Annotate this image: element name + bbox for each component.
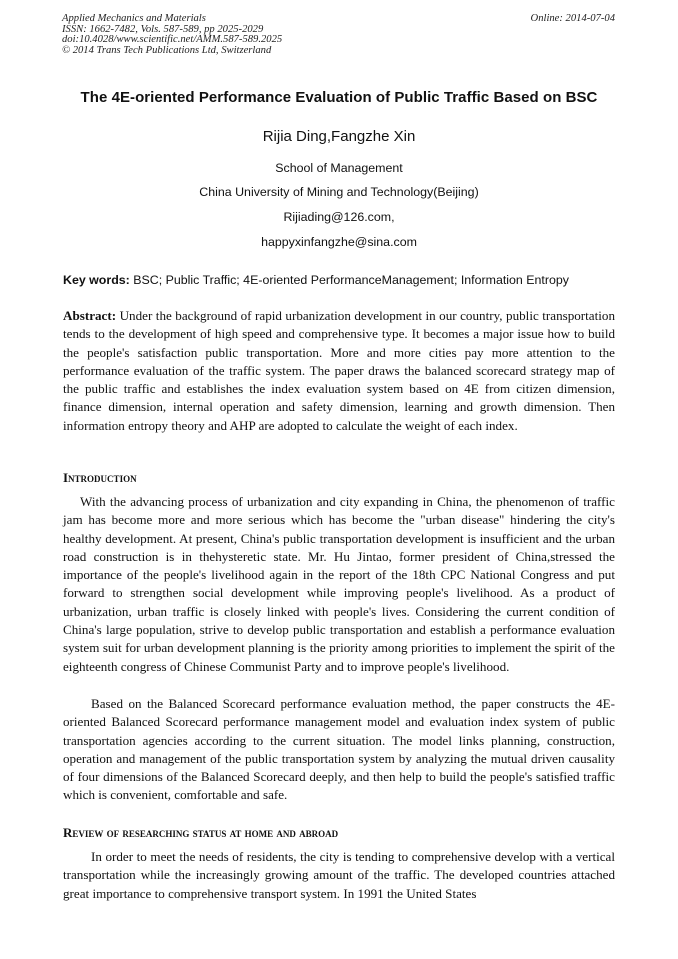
intro-paragraph-2: Based on the Balanced Scorecard performance evaluation method, the paper constructs the 4E-oriented Balanced Scorecard performance management model and evaluation index system of public transportation agencies according to the current situation. The model links planning, construction, operation and management of the public transportation system by analyzing the mutual driven causality of four dimensions of the Balanced Scorecard deeply, and then help to build the people's satisfied traffic which is convenient, comfortable and safe.	[63, 696, 615, 803]
intro-paragraph-1: With the advancing process of urbanization and city expanding in China, the phenomenon of traffic jam has become more and more serious which has become the "urban disease" hindering the city's healthy development. At present, China's public transportation development is insufficient and the urban road construction is in thehysteretic state. Mr. Hu Jintao, former president of China,stressed the importance of the people's livelihood again in the report of the 18th CPC National Congress and put forward to strengthen social development while improving people's livelihood. As a product of urbanization, urban traffic is closely linked with people's lives. Considering the current condition of China's large population, strive to develop public transportation and establish a performance evaluation system suit for urban development planning is the priority among priorities to implement the spirit of the eighteenth congress of Chinese Communist Party and to improve people's livelihood.	[63, 494, 615, 674]
abstract-text: Under the background of rapid urbanization development in our country, public transportation tends to the development of high speed and comprehensive type. It becomes a major issue how to build the people's satisfaction public transportation. More and more cities pay more attention to the performance evaluation of the traffic system. The paper draws the balanced scorecard strategy map of the public traffic and establishes the index evaluation system based on 4E from citizen dimension, finance dimension, internal operation and safety dimension, learning and growth dimension. Then information entropy theory and AHP are adopted to calculate the weight of each index.	[63, 308, 615, 433]
abstract-label: Abstract:	[63, 308, 117, 323]
section-heading-review: Review of researching status at home and abroad	[63, 825, 339, 840]
keywords-text: BSC; Public Traffic; 4E-oriented PerformanceManagement; Information Entropy	[129, 273, 569, 287]
journal-name: Applied Mechanics and Materials	[62, 13, 206, 24]
keywords	[63, 273, 623, 287]
author-email-1: Rijiading@126.com,	[283, 210, 395, 224]
online-date: Online: 2014-07-04	[530, 13, 615, 24]
affiliation-school: School of Management	[275, 161, 403, 175]
abstract	[63, 307, 615, 435]
section-heading-introduction: Introduction	[63, 470, 137, 485]
journal-info	[62, 14, 282, 56]
review-paragraph-1: In order to meet the needs of residents, the city is tending to comprehensive develop with a vertical transportation while the increasingly growing amount of the traffic. The developed countries attached great importance to comprehensive transport system. In 1991 the United States	[63, 849, 615, 901]
keywords-label: Key words:	[63, 273, 130, 287]
copyright-line: © 2014 Trans Tech Publications Ltd, Switzerland	[62, 44, 272, 56]
issn-line: ISSN: 1662-7482, Vols. 587-589, pp 2025-2029	[62, 23, 264, 35]
doi-line: doi:10.4028/www.scientific.net/AMM.587-589.2025	[62, 34, 283, 46]
authors: Rijia Ding,Fangzhe Xin	[262, 128, 416, 145]
author-email-2: happyxinfangzhe@sina.com	[261, 235, 417, 249]
paper-title: The 4E-oriented Performance Evaluation of Public Traffic Based on BSC	[80, 89, 598, 106]
affiliation-university: China University of Mining and Technology(Beijing)	[199, 185, 479, 199]
